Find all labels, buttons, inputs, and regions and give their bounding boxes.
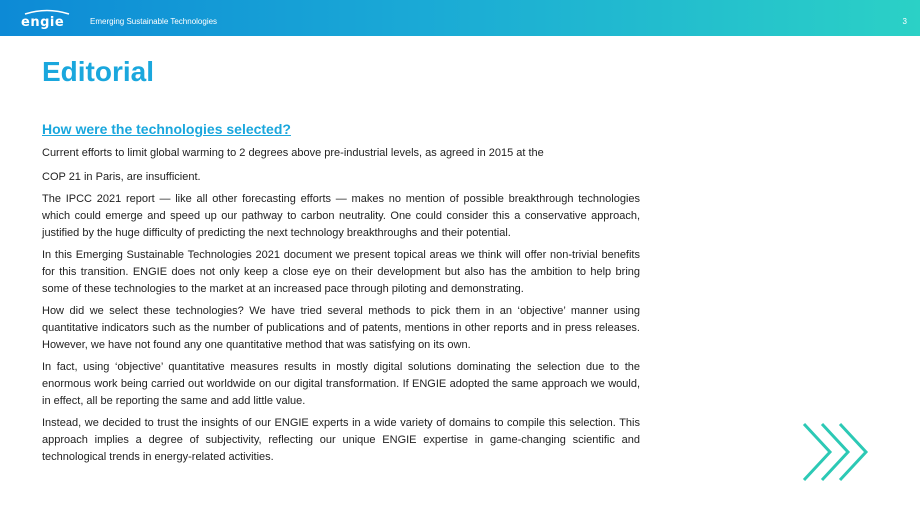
page-title: Editorial [42,56,155,87]
paragraph: The IPCC 2021 report — like all other forecasting efforts — makes no mention of possible breakthrough technologies which could emerge and speed up our pathway to carbon neutrality. One could consider this a conservative approach, justified by the huge difficulty of predicting the next technology breakthroughs and their potential. [42,193,640,239]
paragraph: Instead, we decided to trust the insights of our ENGIE experts in a wide variety of domains to compile this selection. This approach implies a degree of subjectivity, reflecting our unique ENGIE expertise in game-changing scientific and technological trends in energy-related activities. [42,417,640,463]
paragraph: How did we select these technologies? We have tried several methods to pick them in an ‘objective’ manner using quantitative indicators such as the number of publications and of patents, mentions in other reports and in press releases. However, we have not found any one quantitative method that was satisfying on its own. [42,305,640,351]
triple-chevron-right-icon [800,420,874,484]
editorial-content [42,119,640,471]
logo-text: engie [21,15,65,30]
document-title: Emerging Sustainable Technologies [90,17,218,26]
page-number: 3 [902,17,907,26]
paragraph: Current efforts to limit global warming to 2 degrees above pre-industrial levels, as agreed in 2015 at the [42,147,544,159]
paragraph: COP 21 in Paris, are insufficient. [42,171,201,183]
engie-logo [21,9,73,29]
header-bar [0,0,920,36]
section-heading: How were the technologies selected? [42,121,291,137]
paragraph: In fact, using ‘objective’ quantitative measures results in mostly digital solutions dominating the selection due to the enormous work being carried out worldwide on our digital transformation. If ENGIE adopted the same approach we would, in effect, all be reporting the same and add little value. [42,361,640,407]
paragraph: In this Emerging Sustainable Technologies 2021 document we present topical areas we think will offer non-trivial benefits for this transition. ENGIE does not only keep a close eye on their development but also has the ambition to help bring some of these technologies to the market at an increased pace through piloting and demonstrating. [42,249,640,295]
